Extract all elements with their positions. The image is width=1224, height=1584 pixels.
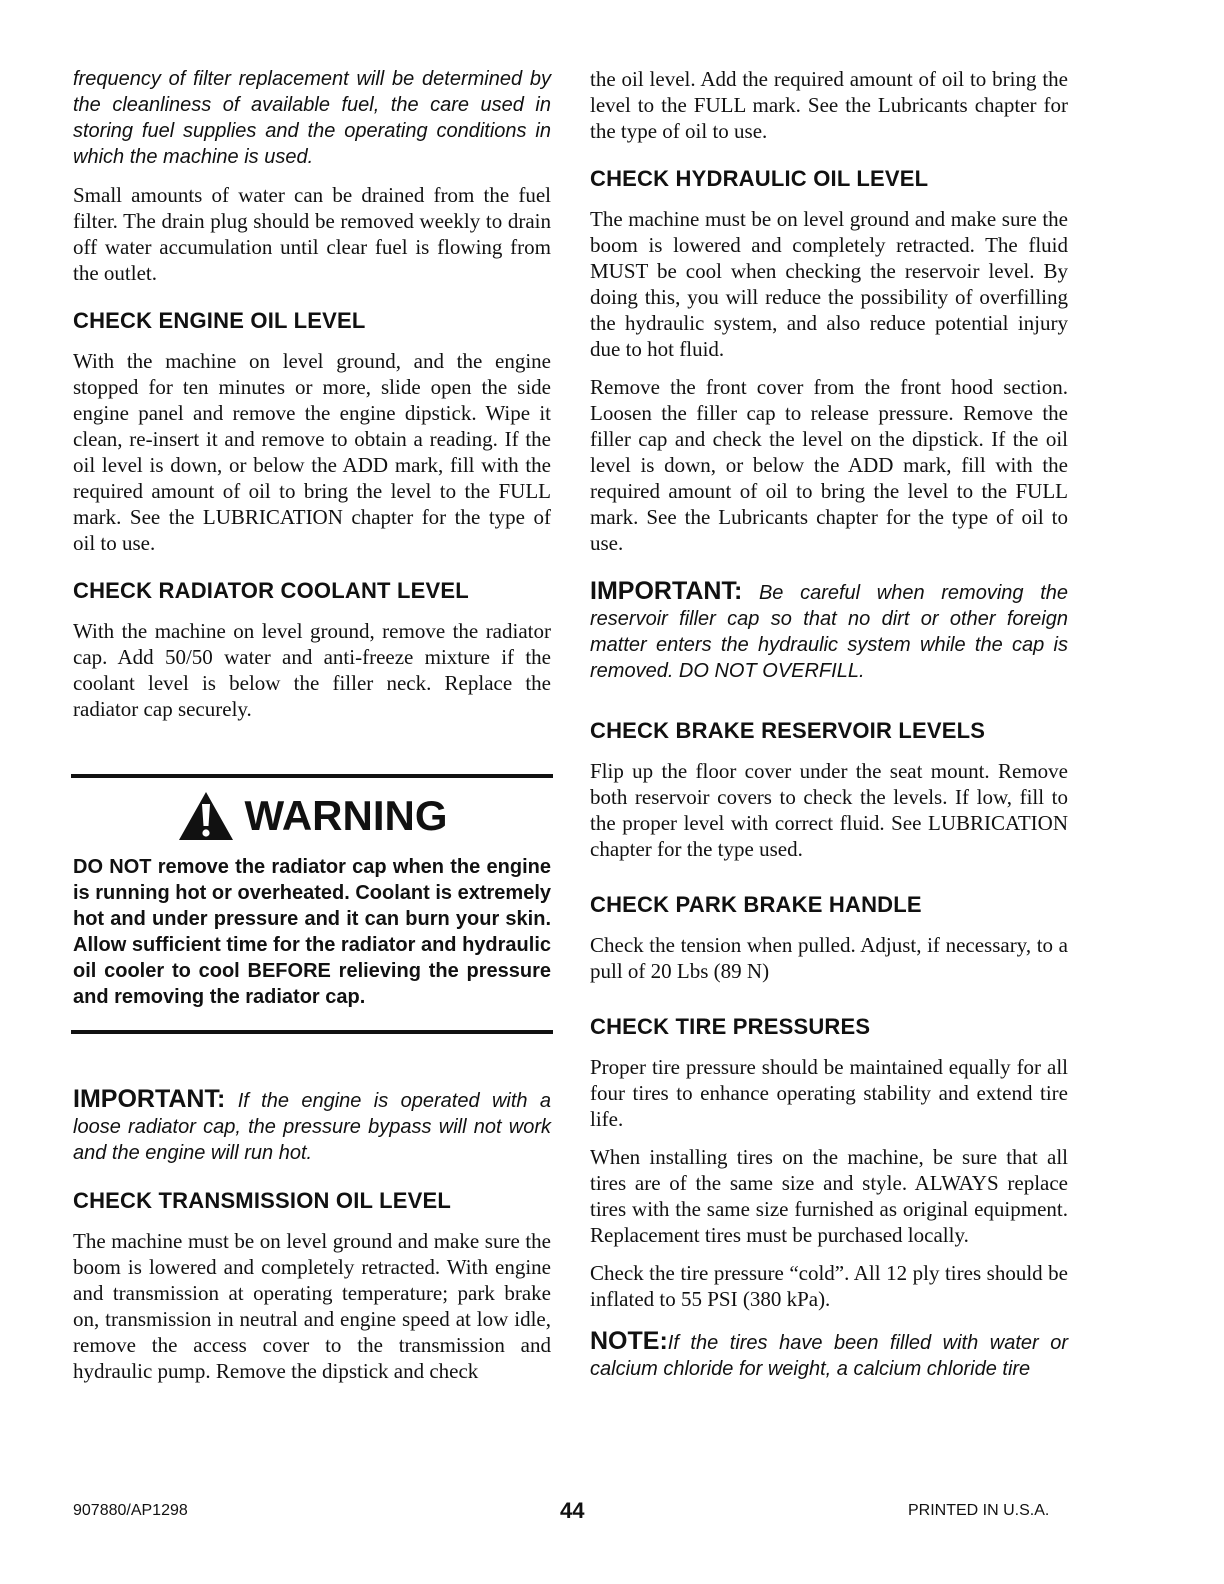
footer-printed: PRINTED IN U.S.A. xyxy=(908,1502,1050,1519)
fuel-water-text: Small amounts of water can be drained from the fuel filter. The drain plug should be removed weekly to drain off water accumulation until clear fuel is flowing from the outlet. xyxy=(73,183,551,285)
important-label: IMPORTANT: xyxy=(590,577,743,605)
left-column xyxy=(73,66,551,1396)
warning-title: WARNING xyxy=(244,792,448,839)
warning-triangle-icon xyxy=(177,790,235,842)
hydraulic-text-1: The machine must be on level ground and make sure the boom is lowered and completely retracted. The fluid MUST be cool when checking the reservoir level. By doing this, you will reduce the possibility of overfilling the hydraulic system, and also reduce potential injury due to hot fluid. xyxy=(590,207,1068,361)
right-column xyxy=(590,66,1068,1394)
tire-text-3: Check the tire pressure “cold”. All 12 ply tires should be inflated to 55 PSI (380 kPa). xyxy=(590,1261,1068,1311)
brake-heading: CHECK BRAKE RESERVOIR LEVELS xyxy=(590,718,986,743)
coolant-text: With the machine on level ground, remove the radiator cap. Add 50/50 water and anti-freeze mixture if the coolant level is below the filler neck. Replace the radiator cap securely. xyxy=(73,619,551,721)
coolant-heading: CHECK RADIATOR COOLANT LEVEL xyxy=(73,578,469,603)
important-note-right xyxy=(590,578,1068,684)
brake-text: Flip up the floor cover under the seat mount. Remove both reservoir covers to check the levels. If low, fill to the proper level with correct fluid. See LUBRICATION chapter for the type used. xyxy=(590,759,1068,861)
tire-heading: CHECK TIRE PRESSURES xyxy=(590,1014,871,1039)
intro-italic-text: frequency of filter replacement will be determined by the cleanliness of available fuel, the care used in storing fuel supplies and the operating conditions in which the machine is used. xyxy=(73,68,551,168)
note-label: NOTE: xyxy=(590,1327,668,1355)
engine-oil-heading: CHECK ENGINE OIL LEVEL xyxy=(73,308,366,333)
hydraulic-heading: CHECK HYDRAULIC OIL LEVEL xyxy=(590,166,929,191)
hydraulic-text-2: Remove the front cover from the front hood section. Loosen the filler cap to release pressure. Remove the filler cap and check the level on the dipstick. If the oil level is down, or below the ADD mark, fill with the required amount of oil to bring the level to the FULL mark. See the Lubricants chapter for the type of oil to use. xyxy=(590,375,1068,555)
tire-text-2: When installing tires on the machine, be sure that all tires are of the same size and style. ALWAYS replace tires with the same size furnished as original equipment. Replacement tires must be purchased locally. xyxy=(590,1145,1068,1247)
park-brake-heading: CHECK PARK BRAKE HANDLE xyxy=(590,892,922,917)
tire-text-1: Proper tire pressure should be maintained equally for all four tires to enhance operating stability and extend tire life. xyxy=(590,1055,1068,1131)
warning-text: DO NOT remove the radiator cap when the engine is running hot or overheated. Coolant is extremely hot and under pressure and it can burn your skin. Allow sufficient time for the radiator and hydraulic oil cooler to cool BEFORE relieving the pressure and removing the radiator cap. xyxy=(73,856,551,1008)
warning-header xyxy=(73,788,551,844)
important-note-left xyxy=(73,1086,551,1166)
park-brake-text: Check the tension when pulled. Adjust, if necessary, to a pull of 20 Lbs (89 N) xyxy=(590,933,1068,983)
note-text: If the tires have been filled with water or calcium chloride for weight, a calcium chloride tire xyxy=(590,1332,1068,1380)
footer-page-number: 44 xyxy=(560,1498,585,1523)
important-text: Be careful when removing the reservoir filler cap so that no dirt or other foreign matter enters the hydraulic system while the cap is removed. DO NOT OVERFILL. xyxy=(590,582,1068,682)
warning-box xyxy=(71,774,553,1034)
footer-doc-number: 907880/AP1298 xyxy=(73,1502,188,1519)
important-text: If the engine is operated with a loose radiator cap, the pressure bypass will not work and the engine will run hot. xyxy=(73,1090,552,1164)
important-label: IMPORTANT: xyxy=(73,1085,226,1113)
transmission-heading: CHECK TRANSMISSION OIL LEVEL xyxy=(73,1188,451,1213)
engine-oil-text: With the machine on level ground, and the engine stopped for ten minutes or more, slide open the side engine panel and remove the engine dipstick. Wipe it clean, re-insert it and remove to obtain a reading. If the oil level is down, or below the ADD mark, fill with the required amount of oil to bring the level to the FULL mark. See the LUBRICATION chapter for the type of oil to use. xyxy=(73,349,551,555)
transmission-text: The machine must be on level ground and make sure the boom is lowered and completely retracted. With engine and transmission at operating temperature; park brake on, transmission in neutral and engine speed at low idle, remove the access cover to the transmission and hydraulic pump. Remove the dipstick and check xyxy=(73,1229,551,1383)
note-text-block xyxy=(590,1328,1068,1382)
continued-text: the oil level. Add the required amount of oil to bring the level to the FULL mark. See the Lubricants chapter for the type of oil to use. xyxy=(590,67,1068,143)
